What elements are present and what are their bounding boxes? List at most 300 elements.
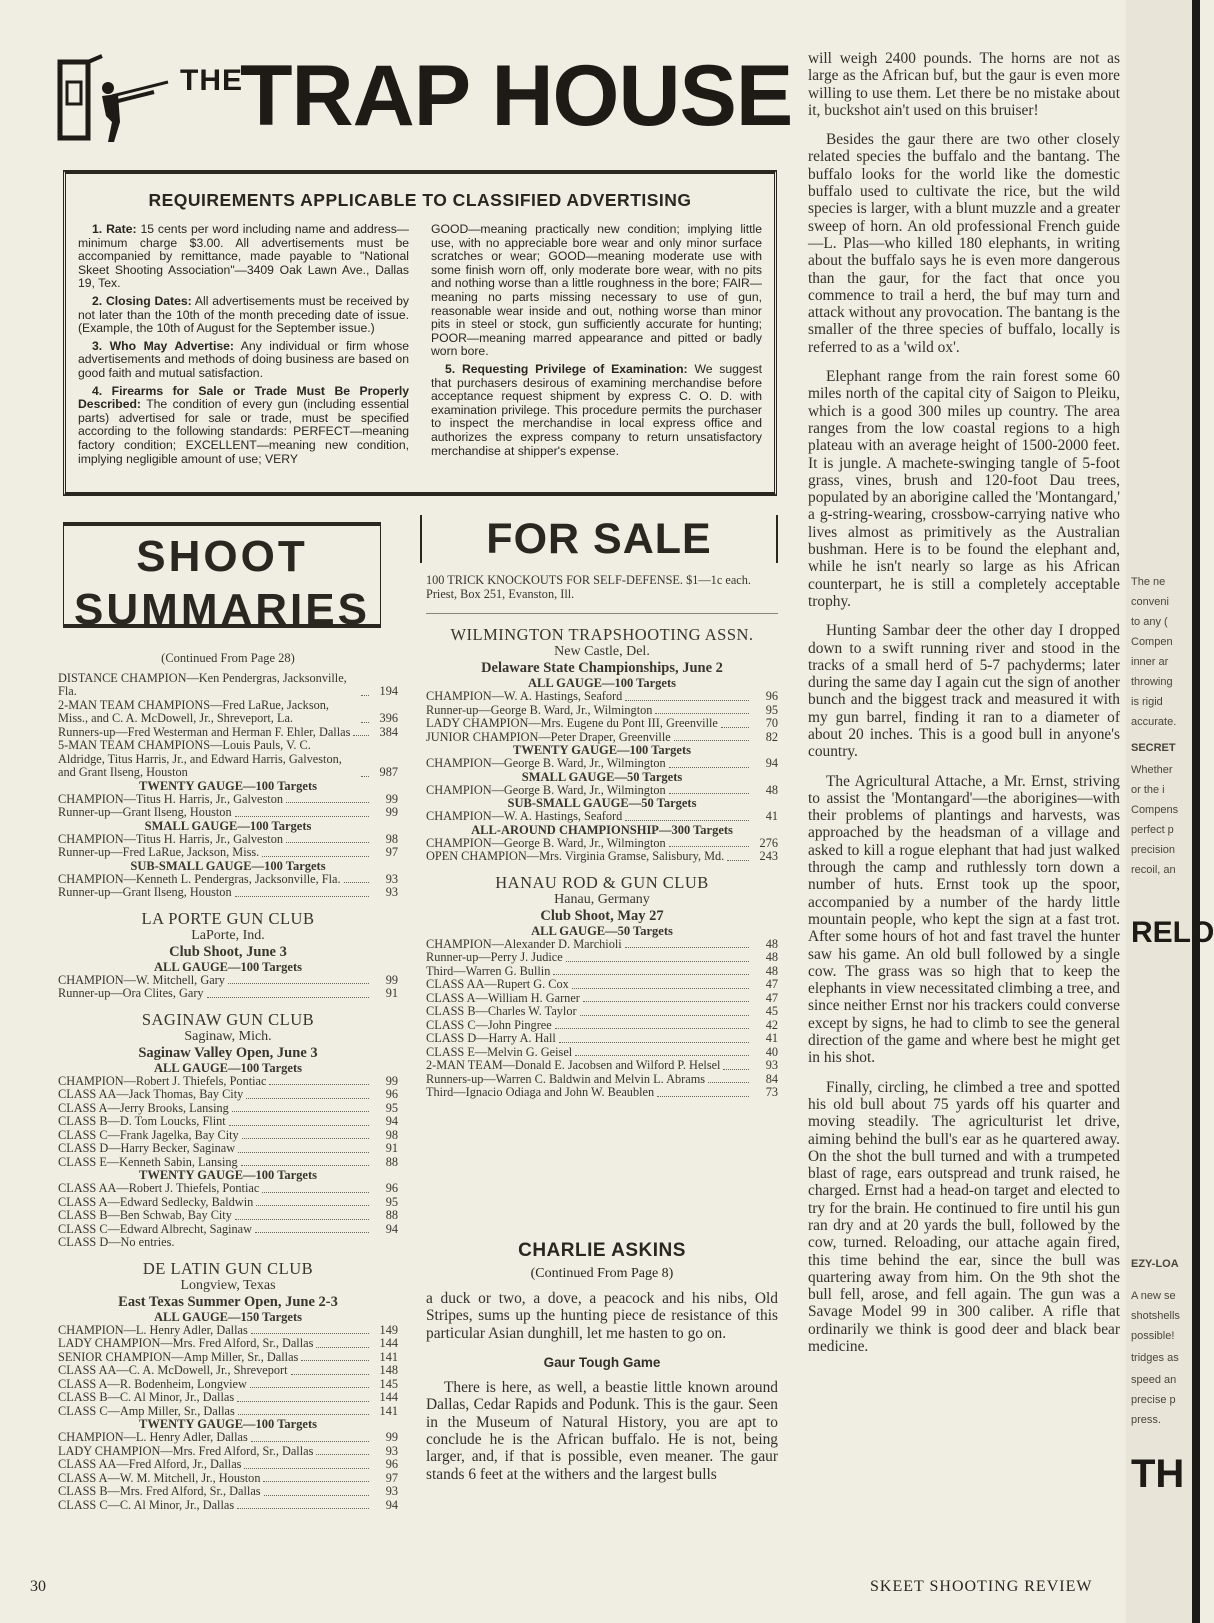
requirement-who-may-advertise: 3. Who May Advertise: Any individual or firm whose advertisements and methods of doing business are based on good faith and mutual satisfaction. xyxy=(78,338,410,380)
facing-page-fragment: recoil, an xyxy=(1131,864,1176,876)
result-score: 70 xyxy=(765,716,778,730)
article-paragraph: a duck or two, a dove, a peacock and his nibs, Old Stripes, sums up the hunting piece de resistance of this particular Asian dunghill, let me hasten to go on. xyxy=(426,1290,778,1342)
dot-leader xyxy=(669,793,749,794)
result-row xyxy=(58,1209,398,1223)
result-score: 384 xyxy=(379,724,398,739)
dot-leader xyxy=(235,816,369,817)
dot-leader xyxy=(237,1401,369,1402)
shoot-summaries-header xyxy=(63,522,381,634)
result-row xyxy=(58,1458,398,1472)
requirements-title: REQUIREMENTS APPLICABLE TO CLASSIFIED ADVERTISING xyxy=(148,190,692,210)
result-entrant: Third—Warren G. Bullin xyxy=(426,963,551,978)
dot-leader xyxy=(232,1111,369,1112)
dot-leader xyxy=(207,997,369,998)
facing-page-fragment: speed an xyxy=(1131,1374,1177,1386)
dot-leader xyxy=(238,1414,369,1415)
result-row xyxy=(426,938,778,952)
result-score: 96 xyxy=(385,1087,398,1101)
result-entrant: CHAMPION—George B. Ward, Jr., Wilmington xyxy=(426,835,666,850)
result-entrant: CHAMPION—Alexander D. Marchioli xyxy=(426,936,622,951)
dot-leader xyxy=(575,1055,749,1056)
club-name: LA PORTE GUN CLUB xyxy=(141,908,315,928)
result-entrant: CLASS D—Harry Becker, Saginaw xyxy=(58,1141,236,1155)
dot-leader xyxy=(256,1205,369,1206)
gauge-heading: SMALL GAUGE—50 Targets xyxy=(521,769,683,784)
dot-leader xyxy=(269,1084,369,1085)
dot-leader xyxy=(228,983,369,984)
result-row xyxy=(426,704,778,718)
for-sale-header xyxy=(420,515,778,563)
facing-page-edge xyxy=(1126,0,1214,1623)
result-row xyxy=(426,992,778,1006)
results-list xyxy=(58,873,398,900)
result-score: 98 xyxy=(385,831,398,846)
dot-leader xyxy=(235,1219,369,1220)
dot-leader xyxy=(263,1481,369,1482)
result-row xyxy=(58,987,398,1001)
result-entrant: CLASS A—R. Bodenheim, Longview xyxy=(58,1376,247,1391)
result-score: 99 xyxy=(385,972,398,987)
article-paragraph: Finally, circling, he climbed a tree and spotted his old bull about 75 yards off his quarter and moving steadily. The agriculturist let drive, aiming behind the bull's ear as he quartered away. On the shot the bull turned and with a trumpeted blast of rage, ears outspread and trunk raised, he charged. Ernst had a head-on target and elected to try for the brain. He continued to fire until his gun ran dry and at 20 yards the bull, followed by the cow, turned. Reloading, our attache again fired, this time behind the ear, since the bull was quartering away from him. On the 9th shot the bull fell, arose, and fell again. The gun was a Savage Model 99 in 300 caliber. A rifle that ordinarily we think is good deer and black bear medicine. xyxy=(808,1078,1120,1356)
result-score: 88 xyxy=(385,1208,398,1222)
result-score: 84 xyxy=(765,1071,778,1086)
club-name: WILMINGTON TRAPSHOOTING ASSN. xyxy=(450,625,754,644)
result-entrant: Runner-up—Grant Ilseng, Houston xyxy=(58,805,232,819)
article-start xyxy=(426,1240,778,1495)
article-paragraph: Hunting Sambar deer the other day I dropped down to a swift running river and stood in the tracks of a small herd of 5-7 pachyderms; later during the same day I again cut the sign of another bunch and the biggest track and measured it with my gun barrel, finding it ran to a diameter of about 20 inches. This is a good bull in anyone's country. xyxy=(808,622,1120,761)
club-name: DE LATIN GUN CLUB xyxy=(142,1258,314,1278)
result-row xyxy=(426,690,778,704)
result-score: 91 xyxy=(385,1141,398,1155)
results-list xyxy=(426,757,778,771)
result-score: 99 xyxy=(385,1073,398,1088)
result-score: 97 xyxy=(385,845,398,859)
result-score: 93 xyxy=(385,885,398,899)
result-score: 141 xyxy=(379,1349,398,1364)
result-row xyxy=(58,1351,398,1365)
gauge-heading: TWENTY GAUGE—100 Targets xyxy=(512,743,692,757)
result-row xyxy=(58,833,398,847)
gauge-heading: ALL GAUGE—100 Targets xyxy=(528,676,676,690)
gauge-heading: ALL GAUGE—100 Targets xyxy=(154,959,302,974)
results-list xyxy=(426,837,778,864)
gauge-heading: TWENTY GAUGE—100 Targets xyxy=(138,778,318,793)
club-city: Saginaw, Mich. xyxy=(184,1028,272,1044)
result-entrant: CLASS C—Edward Albrecht, Saginaw xyxy=(58,1221,252,1236)
result-entrant: CLASS C—John Pingree xyxy=(426,1017,552,1032)
results-list xyxy=(58,833,398,860)
results-list xyxy=(426,690,778,744)
result-entrant: CLASS C—Amp Miller, Sr., Dallas xyxy=(58,1403,235,1418)
facing-page-fragment: Compen xyxy=(1131,636,1173,648)
requirements-box xyxy=(63,170,777,496)
result-entrant: CHAMPION—W. Mitchell, Gary xyxy=(58,972,225,987)
result-score: 98 xyxy=(385,1127,398,1142)
result-entrant: 2-MAN TEAM CHAMPIONS—Fred LaRue, Jackson, Miss., and C. A. McDowell, Jr., Shreveport, La. xyxy=(58,697,329,725)
result-row xyxy=(426,757,778,771)
dot-leader xyxy=(657,1096,749,1097)
gauge-heading: TWENTY GAUGE—100 Targets xyxy=(138,1168,318,1182)
requirement-examination: 5. Requesting Privilege of Examination: We suggest that purchasers desirous of examining merchandise before acceptance request shipment by express C. O. D. with examination privilege. This procedure permits the purchaser to inspect the merchandise in local express office and authorizes the express company to return unsatisfactory merchandise at shipper's expense. xyxy=(431,361,762,458)
results-list xyxy=(426,938,778,1100)
result-score: 96 xyxy=(385,1457,398,1471)
dot-leader xyxy=(264,1495,369,1496)
dot-leader xyxy=(237,1508,369,1509)
result-row xyxy=(58,1485,398,1499)
result-entrant: CLASS B—Ben Schwab, Bay City xyxy=(58,1208,232,1222)
result-entrant: Runners-up—Fred Westerman and Herman F. Ehler, Dallas xyxy=(58,724,351,739)
result-entrant: 2-MAN TEAM—Donald E. Jacobsen and Wilford P. Helsel xyxy=(426,1058,721,1072)
dot-leader xyxy=(229,1125,369,1126)
facing-page-fragment: throwing xyxy=(1131,676,1173,688)
result-row xyxy=(426,1073,778,1087)
result-score: 144 xyxy=(379,1336,398,1350)
dot-leader xyxy=(262,856,369,857)
result-score: 141 xyxy=(379,1403,398,1418)
result-entrant: CLASS AA—Rupert G. Cox xyxy=(426,977,569,991)
result-entrant: CLASS AA—Fred Alford, Jr., Dallas xyxy=(58,1457,242,1471)
result-score: 276 xyxy=(759,835,778,850)
result-row xyxy=(426,951,778,965)
result-score: 73 xyxy=(765,1085,778,1099)
article-paragraph: Besides the gaur there are two other closely related species the buffalo and the bantang. The buffalo looks for the world like the domestic buffalo used to cultivate the rice, but the wild species is larger, with a blunt muzzle and a greater sweep of horn. An old professional French guide—L. Plas—who killed 180 elephants, in writing about the buffalo says he is even more dangerous than the gaur, for the fact that once you commence to trail a herd, the buf may turn and attack without any provocation. The bantang is the smaller of the three species of buffalo, locally is referred to as a 'wild ox'. xyxy=(808,131,1120,356)
binding-shadow xyxy=(1192,0,1200,1623)
result-row xyxy=(58,1391,398,1405)
dot-leader xyxy=(669,767,749,768)
facing-page-fragment: perfect p xyxy=(1131,824,1174,836)
result-entrant: CHAMPION—Titus H. Harris, Jr., Galveston xyxy=(58,791,284,806)
facing-page-fragment: conveni xyxy=(1131,596,1169,608)
results-list xyxy=(58,1324,398,1419)
dot-leader xyxy=(344,882,369,883)
result-row xyxy=(58,974,398,988)
article-continuation xyxy=(808,50,1120,1367)
result-entrant: CHAMPION—W. A. Hastings, Seaford xyxy=(426,809,623,823)
dot-leader xyxy=(353,735,369,736)
facing-page-fragment: or the i xyxy=(1131,784,1165,796)
result-entrant: Third—Ignacio Odiaga and John W. Beaublen xyxy=(426,1085,655,1099)
results-list xyxy=(426,784,778,798)
article-title: CHARLIE ASKINS xyxy=(518,1240,686,1261)
result-row xyxy=(426,1059,778,1073)
continued-note: (Continued From Page 8) xyxy=(530,1266,674,1281)
result-score: 95 xyxy=(765,702,778,717)
dot-leader xyxy=(286,842,369,843)
club-city: New Castle, Del. xyxy=(554,644,650,659)
facing-page-fragment: The ne xyxy=(1131,576,1166,588)
result-entrant: CLASS AA—Jack Thomas, Bay City xyxy=(58,1087,244,1101)
result-row xyxy=(58,1088,398,1102)
facing-page-fragment: is rigid xyxy=(1131,696,1163,708)
event-name: Saginaw Valley Open, June 3 xyxy=(138,1044,318,1061)
dot-leader xyxy=(555,1028,749,1029)
facing-page-fragment: EZY-LOA xyxy=(1131,1258,1179,1270)
result-entrant: CHAMPION—George B. Ward, Jr., Wilmington xyxy=(426,756,666,770)
dot-leader xyxy=(669,846,749,847)
results-list xyxy=(58,1431,398,1512)
result-row xyxy=(426,1086,778,1100)
middle-column xyxy=(426,574,778,1100)
shoot-summaries-column xyxy=(58,652,398,1512)
result-entrant: CLASS AA—Robert J. Thiefels, Pontiac xyxy=(58,1181,260,1195)
dot-leader xyxy=(361,722,369,723)
dot-leader xyxy=(251,1333,369,1334)
result-row xyxy=(58,1102,398,1116)
result-entrant: CLASS E—Kenneth Sabin, Lansing xyxy=(58,1154,238,1169)
result-row xyxy=(58,699,398,726)
result-row xyxy=(426,965,778,979)
result-score: 93 xyxy=(385,871,398,886)
dot-leader xyxy=(625,947,749,948)
result-score: 99 xyxy=(385,791,398,806)
dot-leader xyxy=(238,1152,369,1153)
facing-page-fragment: shotshells xyxy=(1131,1310,1180,1322)
result-row xyxy=(426,850,778,864)
result-row xyxy=(58,1337,398,1351)
result-entrant: CLASS B—Charles W. Taylor xyxy=(426,1004,577,1018)
result-entrant: CLASS A—W. M. Mitchell, Jr., Houston xyxy=(58,1470,261,1485)
result-score: 94 xyxy=(385,1221,398,1236)
facing-page-fragment: precise p xyxy=(1131,1394,1176,1406)
result-row xyxy=(58,1223,398,1237)
club-city: Longview, Texas xyxy=(180,1277,276,1293)
result-entrant: LADY CHAMPION—Mrs. Fred Alford, Sr., Dallas xyxy=(58,1336,314,1350)
result-entrant: OPEN CHAMPION—Mrs. Virginia Gramse, Salisbury, Md. xyxy=(426,849,725,863)
event-name: Club Shoot, May 27 xyxy=(540,907,664,924)
dot-leader xyxy=(242,1138,369,1139)
result-row xyxy=(58,846,398,860)
result-score: 145 xyxy=(379,1376,398,1391)
result-row xyxy=(58,1324,398,1338)
result-note: CLASS D—No entries. xyxy=(58,1235,175,1249)
result-row xyxy=(426,731,778,745)
result-entrant: CHAMPION—Titus H. Harris, Jr., Galveston xyxy=(58,831,284,846)
masthead xyxy=(58,48,793,148)
dot-leader xyxy=(361,695,369,696)
result-score: 47 xyxy=(765,977,778,991)
article-paragraph: will weigh 2400 pounds. The horns are not as large as the African buf, but the gaur is even more willing to use them. Let there be no mistake about it, buckshot ain't used on this bruiser! xyxy=(808,50,1120,119)
dot-leader xyxy=(723,1069,749,1070)
for-sale-title: FOR SALE xyxy=(486,515,712,563)
result-row xyxy=(58,1182,398,1196)
dot-leader xyxy=(566,961,749,962)
dot-leader xyxy=(572,988,749,989)
result-entrant: CLASS A—Jerry Brooks, Lansing xyxy=(58,1100,229,1115)
dot-leader xyxy=(316,1454,369,1455)
result-row xyxy=(426,978,778,992)
result-score: 48 xyxy=(765,782,778,797)
result-entrant: CHAMPION—Robert J. Thiefels, Pontiac xyxy=(58,1073,267,1088)
result-row xyxy=(58,1378,398,1392)
result-row xyxy=(58,1472,398,1486)
result-row xyxy=(426,810,778,824)
result-row xyxy=(58,1142,398,1156)
result-score: 48 xyxy=(765,936,778,951)
dot-leader xyxy=(262,1192,369,1193)
gauge-heading: ALL-AROUND CHAMPIONSHIP—300 Targets xyxy=(471,822,733,837)
trap-house-shooter-icon xyxy=(58,52,173,144)
result-score: 144 xyxy=(379,1390,398,1404)
result-score: 99 xyxy=(385,1430,398,1444)
dot-leader xyxy=(241,1165,369,1166)
result-score: 93 xyxy=(385,1484,398,1498)
result-row xyxy=(58,1445,398,1459)
result-entrant: 5-MAN TEAM CHAMPIONS—Louis Pauls, V. C. Aldridge, Titus Harris, Jr., and Edward Harris, Galveston, and Grant Ilseng, Houston xyxy=(58,738,342,779)
continued-note: (Continued From Page 28) xyxy=(161,651,295,665)
result-score: 149 xyxy=(379,1322,398,1337)
result-score: 48 xyxy=(765,963,778,978)
result-entrant: CHAMPION—W. A. Hastings, Seaford xyxy=(426,689,623,703)
result-score: 94 xyxy=(765,756,778,770)
dot-leader xyxy=(559,1042,749,1043)
facing-page-fragment: tridges as xyxy=(1131,1352,1179,1364)
result-row xyxy=(426,1005,778,1019)
event-name: Club Shoot, June 3 xyxy=(169,943,287,960)
result-score: 48 xyxy=(765,950,778,964)
dot-leader xyxy=(250,1387,369,1388)
results-list xyxy=(58,672,398,780)
gauge-heading: SMALL GAUGE—100 Targets xyxy=(144,818,312,833)
result-score: 82 xyxy=(765,729,778,744)
gauge-heading: ALL GAUGE—150 Targets xyxy=(154,1309,302,1324)
result-score: 194 xyxy=(379,684,398,698)
facing-page-fragment: to any ( xyxy=(1131,616,1168,628)
result-score: 94 xyxy=(385,1497,398,1512)
event-name: East Texas Summer Open, June 2-3 xyxy=(118,1293,338,1310)
event-name: Delaware State Championships, June 2 xyxy=(481,660,723,676)
result-entrant: CLASS C—C. Al Minor, Jr., Dallas xyxy=(58,1497,235,1512)
result-score: 396 xyxy=(379,711,398,725)
result-entrant: CLASS A—William H. Garner xyxy=(426,990,580,1005)
dot-leader xyxy=(244,1468,369,1469)
dot-leader xyxy=(655,713,749,714)
result-entrant: CLASS B—C. Al Minor, Jr., Dallas xyxy=(58,1390,235,1404)
result-score: 95 xyxy=(385,1100,398,1115)
result-score: 93 xyxy=(765,1058,778,1072)
facing-page-fragment: TH xyxy=(1131,1452,1185,1496)
result-row xyxy=(58,886,398,900)
result-row xyxy=(58,793,398,807)
dot-leader xyxy=(301,1360,369,1361)
result-row xyxy=(58,1364,398,1378)
result-entrant: CLASS B—D. Tom Loucks, Flint xyxy=(58,1114,226,1128)
facing-page-fragment: precision xyxy=(1131,844,1176,856)
result-row xyxy=(426,1032,778,1046)
result-entrant: LADY CHAMPION—Mrs. Eugene du Pont III, Greenville xyxy=(426,716,718,730)
result-row xyxy=(58,1499,398,1513)
result-score: 94 xyxy=(385,1114,398,1128)
result-entrant: CLASS A—Edward Sedlecky, Baldwin xyxy=(58,1194,254,1209)
result-entrant: CHAMPION—George B. Ward, Jr., Wilmington xyxy=(426,782,666,797)
dot-leader xyxy=(251,1441,369,1442)
results-list xyxy=(58,1075,398,1170)
dot-leader xyxy=(291,1374,369,1375)
result-row xyxy=(58,1196,398,1210)
result-row xyxy=(58,1129,398,1143)
shoot-summaries-title-line2: SUMMARIES xyxy=(74,585,370,634)
club-name: SAGINAW GUN CLUB xyxy=(141,1009,315,1029)
result-row xyxy=(58,672,398,699)
requirement-rate: 1. Rate: 15 cents per word including name and address—minimum charge $3.00. All advertisements must be accompanied by remittance, made payable to "National Skeet Shooting Association"—3409 Oak Lawn Ave., Dallas 19, Tex. xyxy=(78,222,409,291)
dot-leader xyxy=(674,740,749,741)
result-score: 47 xyxy=(765,990,778,1005)
dot-leader xyxy=(316,1347,369,1348)
facing-page-fragment: SECRET xyxy=(1131,742,1176,754)
result-score: 45 xyxy=(765,1004,778,1018)
result-score: 42 xyxy=(765,1017,778,1032)
article-paragraph: There is here, as well, a beastie little known around Dallas, Cedar Rapids and Podunk. This is the gaur. Seen in the Museum of Natural History, you are apt to conclude he is the African buffalo. He is not, being larger, and, if that is possible, even meaner. The gaur stands 6 feet at the withers and the largest bulls xyxy=(426,1379,778,1483)
result-score: 96 xyxy=(765,689,778,703)
result-entrant: Runner-up—Perry J. Judice xyxy=(426,950,563,964)
result-entrant: CHAMPION—L. Henry Adler, Dallas xyxy=(58,1322,248,1337)
gauge-heading: ALL GAUGE—50 Targets xyxy=(531,923,673,938)
result-row xyxy=(58,1115,398,1129)
result-score: 96 xyxy=(385,1181,398,1195)
facing-page-fragment: press. xyxy=(1131,1414,1161,1426)
result-score: 987 xyxy=(379,765,398,779)
result-row xyxy=(58,1156,398,1170)
facing-page-fragment: possible! xyxy=(1131,1330,1175,1342)
dot-leader xyxy=(361,776,369,777)
result-entrant: CLASS AA—C. A. McDowell, Jr., Shreveport xyxy=(58,1363,288,1377)
result-entrant: CLASS B—Mrs. Fred Alford, Sr., Dallas xyxy=(58,1484,261,1498)
results-list xyxy=(58,974,398,1001)
dot-leader xyxy=(246,1098,369,1099)
result-score: 97 xyxy=(385,1470,398,1485)
gauge-heading: SUB-SMALL GAUGE—50 Targets xyxy=(507,796,697,810)
result-row xyxy=(426,1019,778,1033)
result-entrant: Runners-up—Warren C. Baldwin and Melvin L. Abrams xyxy=(426,1071,706,1086)
dot-leader xyxy=(583,1001,749,1002)
results-list xyxy=(426,810,778,824)
facing-page-fragment: Compens xyxy=(1131,804,1179,816)
result-score: 91 xyxy=(385,986,398,1000)
gauge-heading: SUB-SMALL GAUGE—100 Targets xyxy=(130,858,326,873)
dot-leader xyxy=(708,1082,749,1083)
result-entrant: CLASS E—Melvin G. Geisel xyxy=(426,1044,573,1059)
result-row xyxy=(58,726,398,740)
article-subhead: Gaur Tough Game xyxy=(543,1354,661,1370)
article-paragraph: The Agricultural Attache, a Mr. Ernst, striving to assist the 'Montangard'—the aborigines—with their problems of plantings and harvests, was approached by the headsman of a village and asked to kill a rogue elephant that had just walked through the camp and ruthlessly torn down a number of huts. Ernst took up the spoor, accompanied by a number of the hardy little mountain people, who kept the sign at a fast trot. After some hours of hot and fast travel the hunter saw his game. An old bull followed by a single cow. The grass was so high that to keep the elephants in view necessitated climbing a tree, and since neither Ernst nor his trackers could converse except by signs, he had to climb to see the general direction of the game and where best he might get in his shot. xyxy=(808,772,1120,1067)
magazine-footer: SKEET SHOOTING REVIEW xyxy=(870,1578,1093,1595)
result-row xyxy=(426,837,778,851)
dot-leader xyxy=(625,820,749,821)
result-score: 95 xyxy=(385,1194,398,1209)
result-entrant: Runner-up—Ora Clites, Gary xyxy=(58,986,204,1000)
club-city: Hanau, Germany xyxy=(554,891,650,907)
facing-page-fragment: A new se xyxy=(1131,1290,1176,1302)
club-name: HANAU ROD & GUN CLUB xyxy=(495,872,709,892)
requirement-closing-dates: 2. Closing Dates: All advertisements must be received by not later than the 10th of the month preceding date of issue. (Example, the 10th of August for the September issue.) xyxy=(78,293,410,336)
dot-leader xyxy=(625,700,749,701)
classified-ad: 100 TRICK KNOCKOUTS FOR SELF-DEFENSE. $1—1c each. Priest, Box 251, Evanston, Ill. xyxy=(426,573,751,601)
result-entrant: SENIOR CHAMPION—Amp Miller, Sr., Dallas xyxy=(58,1349,299,1364)
result-entrant: CHAMPION—Kenneth L. Pendergras, Jacksonville, Fla. xyxy=(58,871,341,886)
result-score: 148 xyxy=(379,1363,398,1377)
result-row xyxy=(58,739,398,780)
dot-leader xyxy=(235,896,369,897)
results-list xyxy=(58,1182,398,1236)
dot-leader xyxy=(255,1232,369,1233)
result-score: 99 xyxy=(385,805,398,819)
result-entrant: Runner-up—Grant Ilseng, Houston xyxy=(58,885,232,899)
requirements-column-right xyxy=(431,223,762,470)
result-row xyxy=(426,717,778,731)
result-entrant: DISTANCE CHAMPION—Ken Pendergras, Jacksonville, Fla. xyxy=(58,670,347,698)
facing-page-fragment: RELO xyxy=(1131,916,1214,949)
result-score: 243 xyxy=(759,849,778,863)
result-entrant: LADY CHAMPION—Mrs. Fred Alford, Sr., Dallas xyxy=(58,1443,314,1458)
